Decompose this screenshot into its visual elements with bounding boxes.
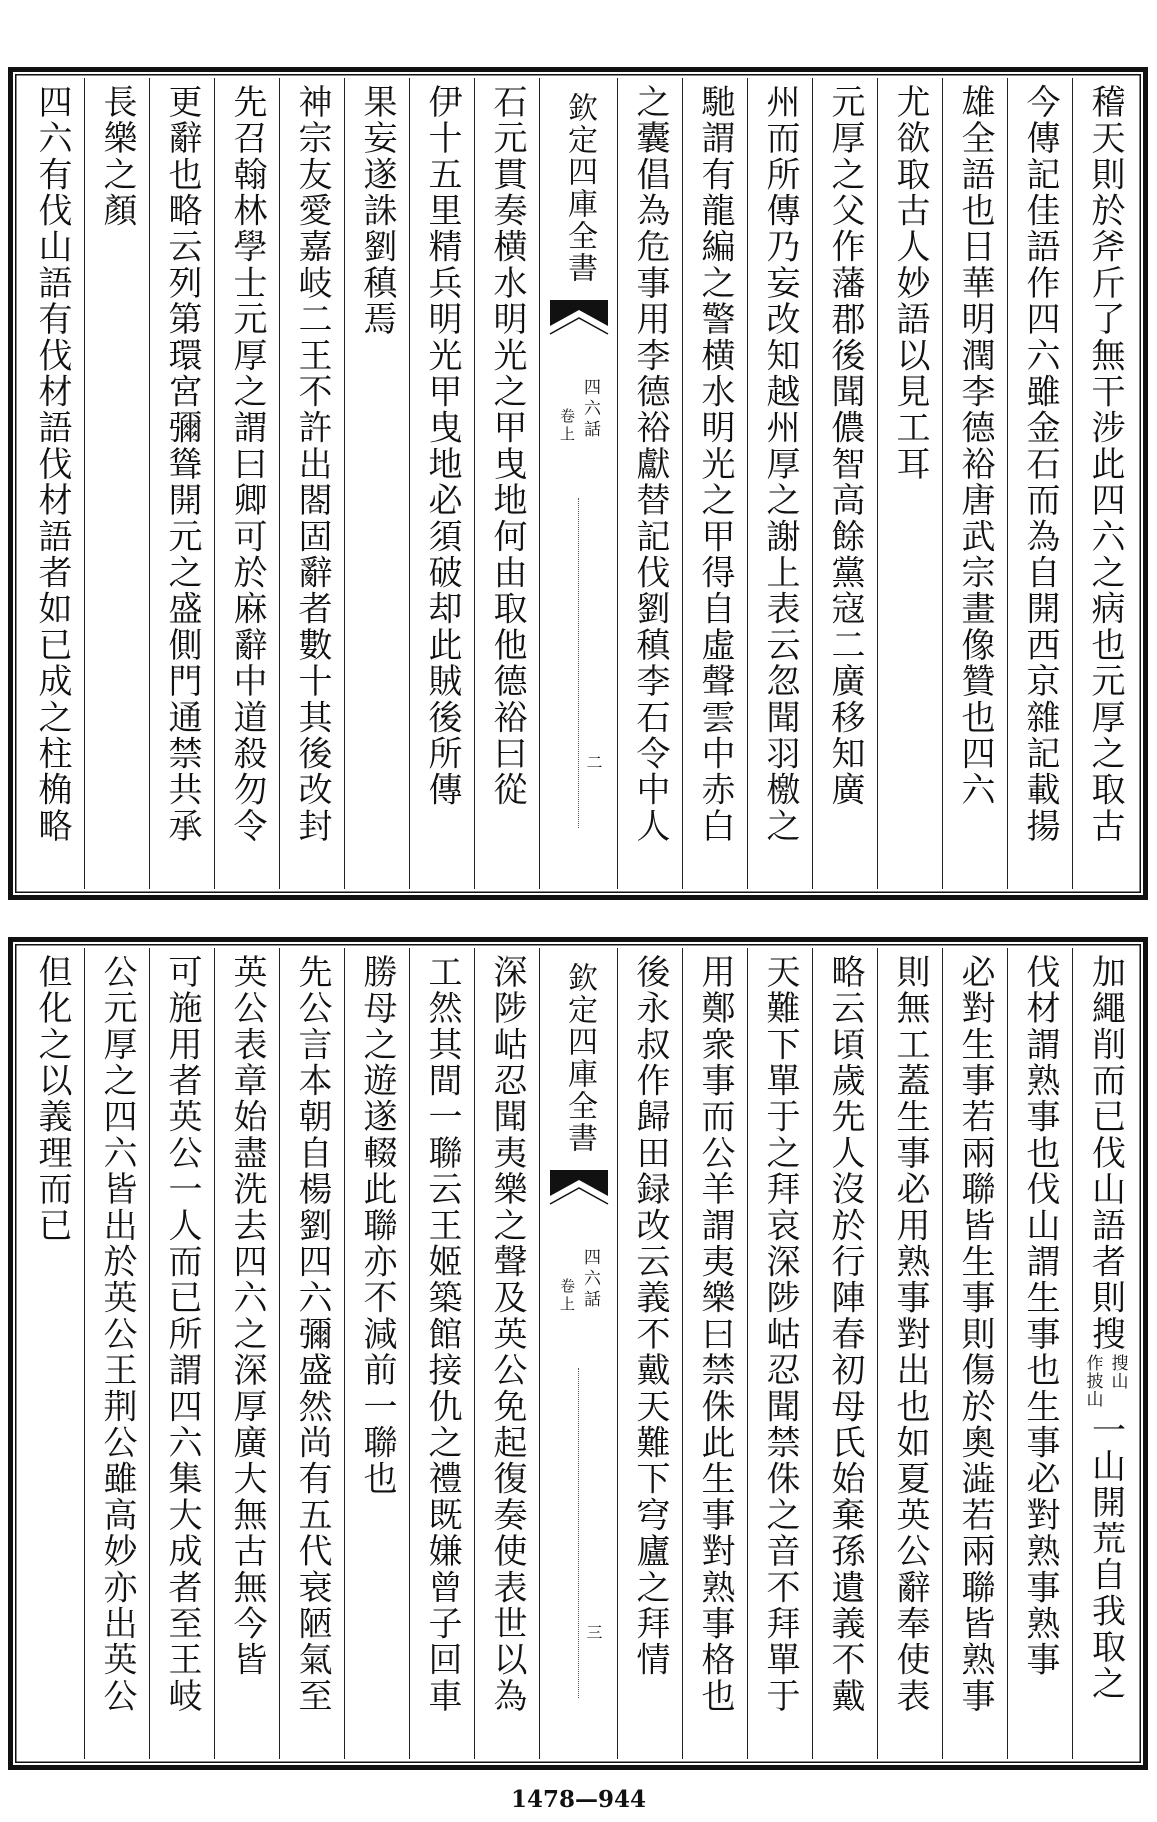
- text-column: 今傳記佳語作四六雖金石而為自開西京雜記載揚: [1007, 78, 1072, 889]
- fishtail-mark: [540, 1170, 618, 1210]
- text-column: 天難下單于之拜哀深陟岵忍聞禁侏之音不拜單于: [747, 948, 812, 1759]
- text-column: 尤欲取古人妙語以見工耳: [877, 78, 942, 889]
- column-grid: [19, 78, 1137, 889]
- text-column: 之囊倡為危事用李德裕獻替記伐劉稹李石令中人: [617, 78, 682, 889]
- text-column: 州而所傳乃妄改知越州厚之謝上表云忽聞羽檄之: [747, 78, 812, 889]
- volume-label: 卷上: [558, 408, 576, 444]
- book-title: 四六話: [580, 1248, 600, 1311]
- collection-title: 欽定四庫全書: [562, 962, 597, 1154]
- text-column: 雄全語也日華明潤李德裕唐武宗畫像贊也四六: [942, 78, 1007, 889]
- text-column: 長樂之顏: [84, 78, 149, 889]
- interlinear-note: [1082, 1354, 1129, 1408]
- page-number: 三: [584, 1624, 603, 1640]
- text-column: 石元貫奏横水明光之甲曳地何由取他德裕曰從: [474, 78, 539, 889]
- text-column: [1072, 948, 1137, 1759]
- book-title: 四六話: [580, 378, 600, 441]
- page-upper: [8, 67, 1148, 900]
- note-left: 作披山: [1082, 1354, 1103, 1409]
- text-column: 用鄭衆事而公羊謂夷樂曰禁侏此生事對熟事格也: [682, 948, 747, 1759]
- column-grid: [19, 948, 1137, 1759]
- scan-page-reference: 1478—944: [510, 1786, 647, 1813]
- text-column: 工然其間一聯云王姬築館接仇之禮既嫌曾子回車: [409, 948, 474, 1759]
- text-column: 四六有伐山語有伐材語伐材語者如已成之柱桷略: [32, 84, 72, 845]
- text-column: 則無工蓋生事必用熟事對出也如夏英公辭奉使表: [877, 948, 942, 1759]
- text-column: 略云頃歲先人沒於行陣春初母氏始棄孫遺義不戴: [812, 948, 877, 1759]
- column-text: 一山開荒自我取之: [1085, 1412, 1126, 1702]
- page-number: 二: [584, 754, 603, 770]
- note-right: 搜山: [1107, 1354, 1128, 1391]
- text-column: 英公表章始盡洗去四六之深厚廣大無古無今皆: [214, 948, 279, 1759]
- center-rule: [578, 1368, 579, 1698]
- text-column: 果妄遂誅劉稹焉: [344, 78, 409, 889]
- text-column: 伐材謂熟事也伐山謂生事也生事必對熟事熟事: [1007, 948, 1072, 1759]
- text-column: 必對生事若兩聯皆生事則傷於奧澁若兩聯皆熟事: [942, 948, 1007, 1759]
- text-column: 公元厚之四六皆出於英公王荆公雖高妙亦出英公: [84, 948, 149, 1759]
- text-column: 先召翰林學士元厚之謂曰卿可於麻辭中道殺勿令: [214, 78, 279, 889]
- text-column: 但化之以義理而已: [32, 954, 72, 1244]
- text-column: 後永叔作歸田録改云義不戴天難下穹廬之拜情: [617, 948, 682, 1759]
- text-column: 稽天則於斧斤了無干涉此四六之病也元厚之取古: [1072, 78, 1137, 889]
- text-column: 元厚之父作藩郡後聞儂智高餘黨寇二廣移知廣: [812, 78, 877, 889]
- text-column: 深陟岵忍聞夷樂之聲及英公免起復奏使表世以為: [474, 948, 539, 1759]
- text-column: 神宗友愛嘉岐二王不許出閤固辭者數十其後改封: [279, 78, 344, 889]
- center-strip: [539, 948, 617, 1759]
- column-text: 加繩削而已伐山語者則搜: [1085, 954, 1126, 1353]
- center-rule: [578, 498, 579, 828]
- text-column: 可施用者英公一人而已所謂四六集大成者至王岐: [149, 948, 214, 1759]
- text-column: 先公言本朝自楊劉四六彌盛然尚有五代衰陋氣至: [279, 948, 344, 1759]
- collection-title: 欽定四庫全書: [562, 92, 597, 284]
- volume-label: 卷上: [558, 1278, 576, 1314]
- fishtail-mark: [540, 300, 618, 340]
- center-strip: [539, 78, 617, 889]
- text-column: 更辭也略云列第環宮彌聳開元之盛側門通禁共承: [149, 78, 214, 889]
- text-column: 伊十五里精兵明光甲曳地必須破却此賊後所傳: [409, 78, 474, 889]
- text-column: 勝母之遊遂輟此聯亦不減前一聯也: [344, 948, 409, 1759]
- page-lower: [8, 937, 1148, 1770]
- text-column: 馳謂有龍編之警横水明光之甲得自虛聲雲中赤白: [682, 78, 747, 889]
